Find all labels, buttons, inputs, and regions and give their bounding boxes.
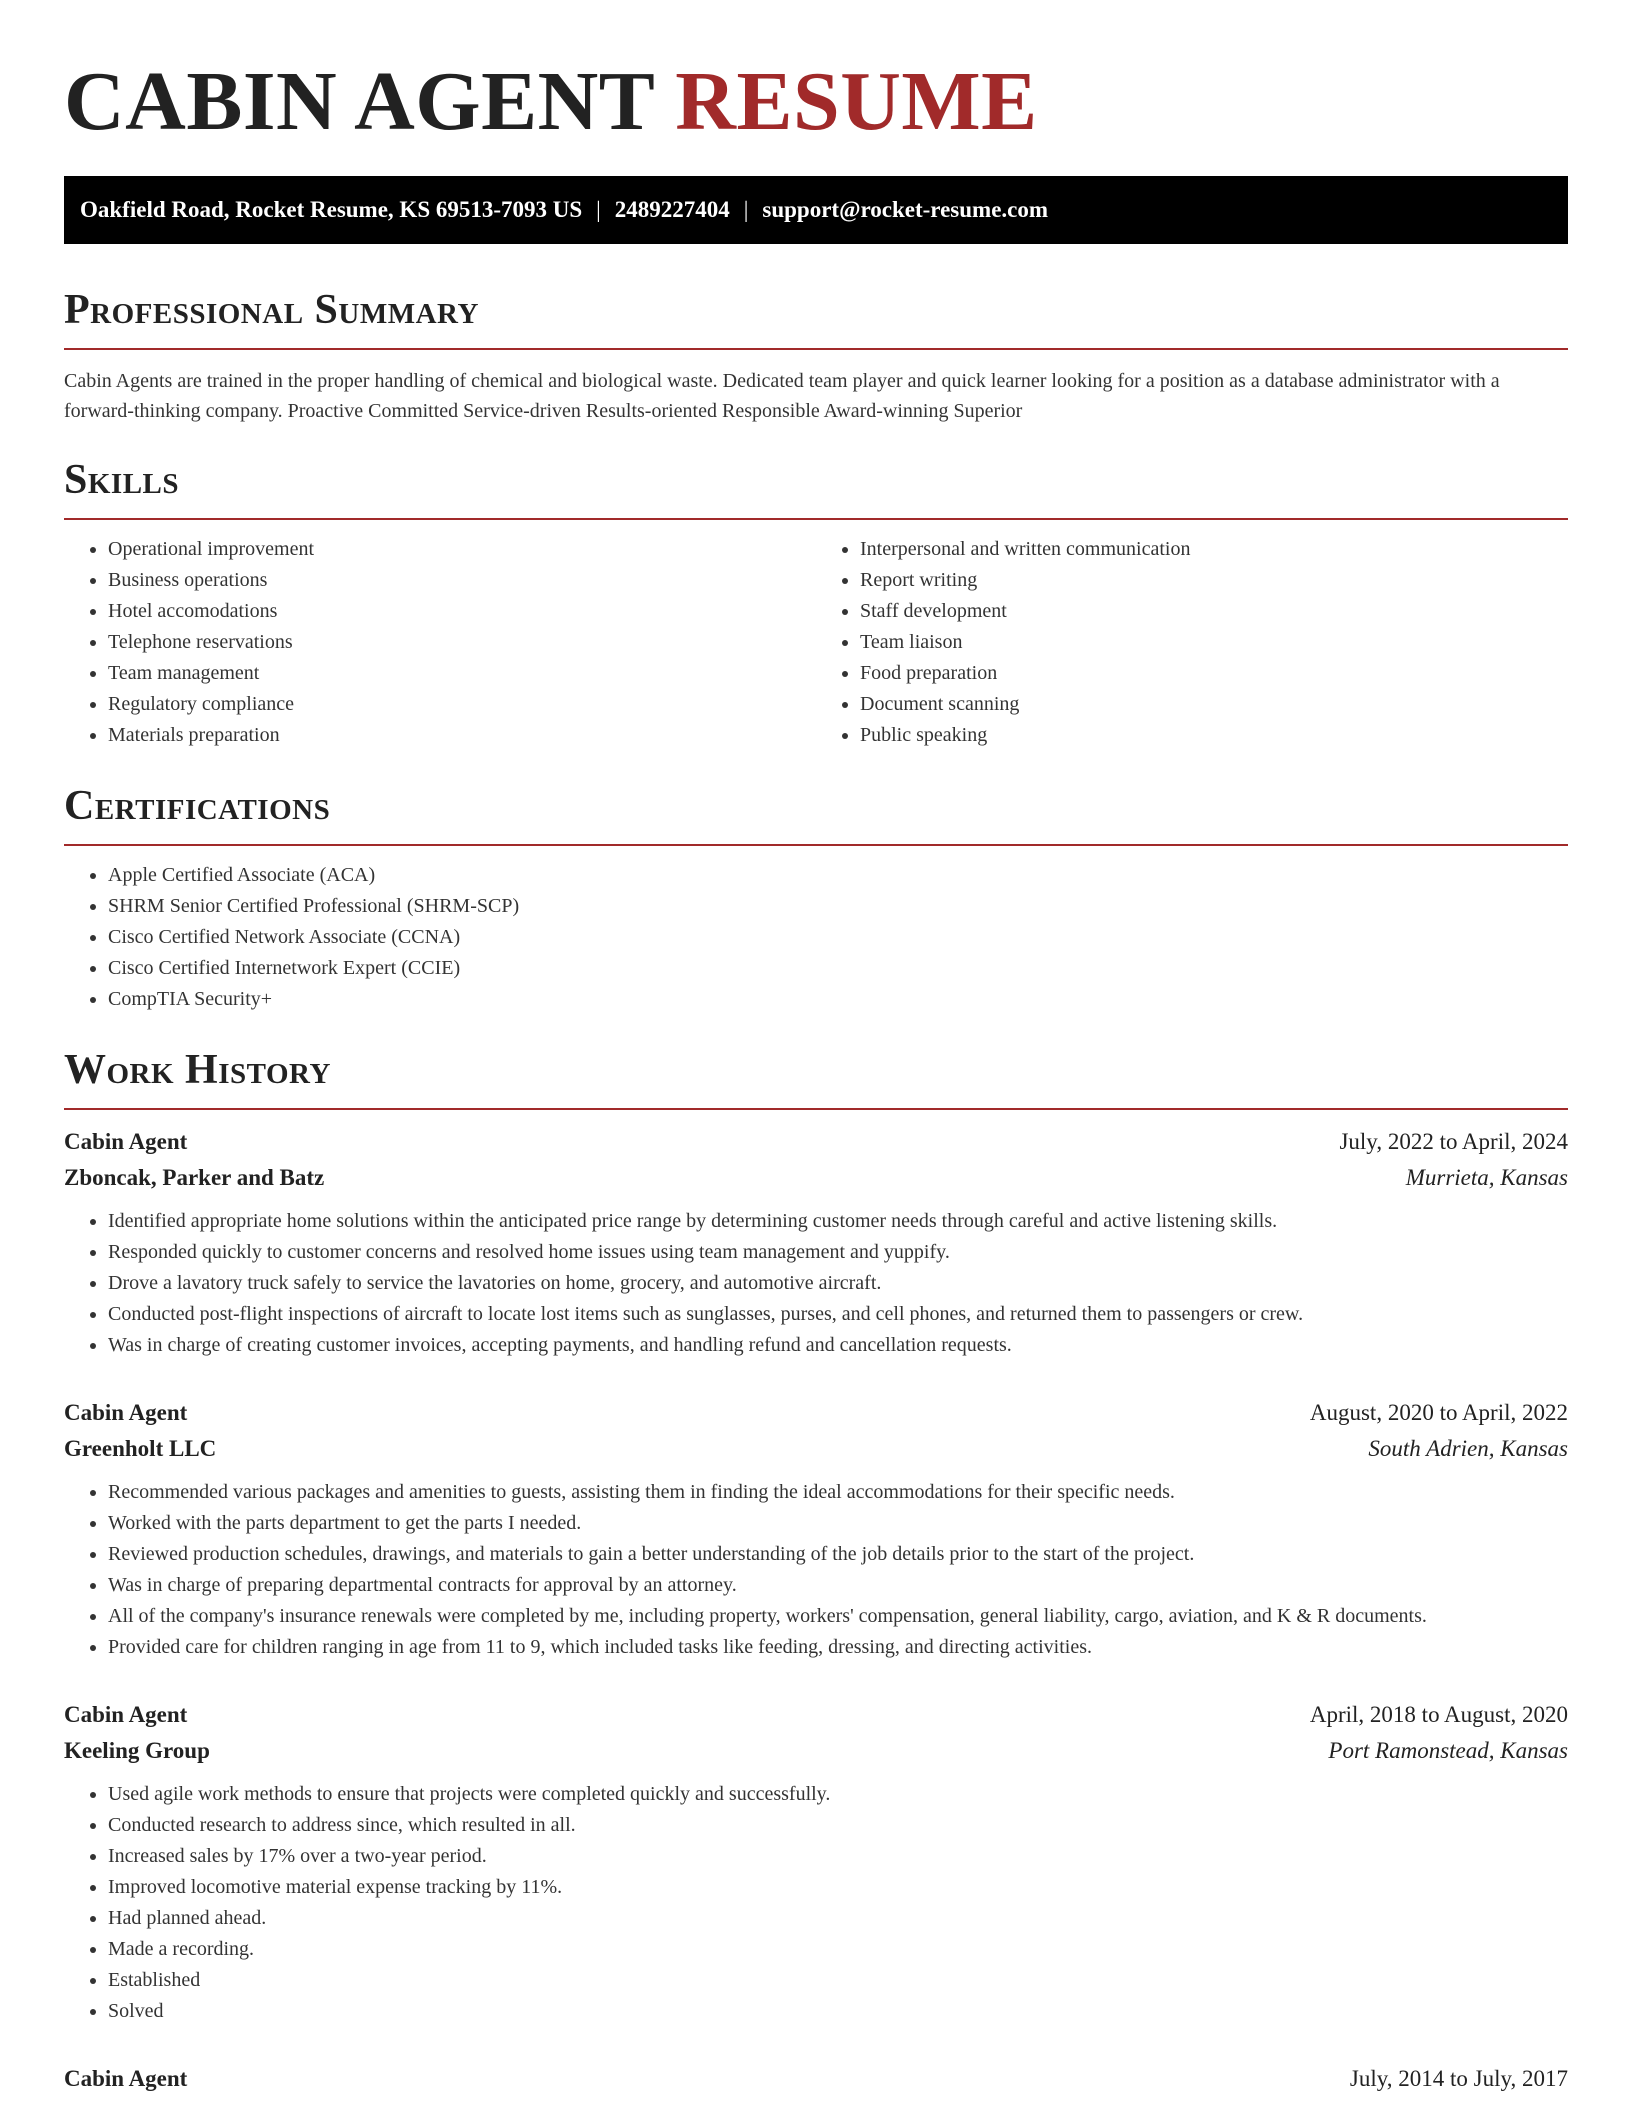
job-subheader-row — [64, 1733, 1568, 1769]
job-location: South Adrien, Kansas — [1368, 1436, 1568, 1461]
job-dates: July, 2022 to April, 2024 — [1339, 1129, 1568, 1154]
contact-bar — [64, 176, 1568, 244]
job-company: Greenholt LLC — [64, 1436, 217, 1461]
skills-grid — [64, 520, 1568, 751]
job-bullet: • Improved locomotive material expense tracking by 11%. — [108, 1872, 1568, 1903]
skill-item: • Document scanning — [860, 689, 1568, 720]
job-bullet: • Solved — [108, 1996, 1568, 2027]
job-header-row — [64, 2061, 1568, 2097]
skill-item: • Regulatory compliance — [108, 689, 816, 720]
skill-item: • Report writing — [860, 565, 1568, 596]
summary-heading: Professional Summary — [64, 282, 1568, 350]
job-header-row — [64, 1395, 1568, 1431]
job-bullet: • Reviewed production schedules, drawings, and materials to gain a better understanding of the job details prior to the start of the project. — [108, 1539, 1568, 1570]
job-bullet: • Was in charge of preparing departmental contracts for approval by an attorney. — [108, 1570, 1568, 1601]
skill-item: • Public speaking — [860, 720, 1568, 751]
contact-address: Oakfield Road, Rocket Resume, KS 69513-7093 US — [80, 197, 583, 222]
job-header-row — [64, 1124, 1568, 1160]
job-bullet: • Conducted post-flight inspections of aircraft to locate lost items such as sunglasses, purses, and cell phones, and returned them to passengers or crew. — [108, 1299, 1568, 1330]
contact-separator: | — [743, 197, 749, 222]
resume-title — [64, 52, 1038, 152]
title-accent: RESUME — [675, 55, 1038, 148]
skills-list-right — [816, 534, 1568, 751]
job-bullet: • Conducted research to address since, which resulted in all. — [108, 1810, 1568, 1841]
job-bullets — [64, 1779, 1568, 2027]
job-bullet: • Had planned ahead. — [108, 1903, 1568, 1934]
skills-section — [64, 452, 1568, 751]
title-main: CABIN AGENT — [64, 55, 654, 148]
contact-email[interactable]: support@rocket-resume.com — [762, 197, 1049, 222]
skill-item: • Operational improvement — [108, 534, 816, 565]
skill-item: • Materials preparation — [108, 720, 816, 751]
job-bullet: • Identified appropriate home solutions within the anticipated price range by determining customer needs through careful and active listening skills. — [108, 1206, 1568, 1237]
job-dates: July, 2014 to July, 2017 — [1349, 2066, 1568, 2091]
certifications-heading: Certifications — [64, 778, 1568, 846]
job-bullet: • Provided care for children ranging in age from 11 to 9, which included tasks like feeding, dressing, and directing activities. — [108, 1632, 1568, 1663]
job-bullet: • Was in charge of creating customer invoices, accepting payments, and handling refund and cancellation requests. — [108, 1330, 1568, 1361]
work-history-heading: Work History — [64, 1042, 1568, 1110]
skill-item: • Team liaison — [860, 627, 1568, 658]
job-location: Murrieta, Kansas — [1405, 1165, 1568, 1190]
skill-item: • Telephone reservations — [108, 627, 816, 658]
job-bullet: • Used agile work methods to ensure that projects were completed quickly and successfully. — [108, 1779, 1568, 1810]
job-dates: August, 2020 to April, 2022 — [1309, 1400, 1568, 1425]
job-bullet: • Responded quickly to customer concerns and resolved home issues using team management and yuppify. — [108, 1237, 1568, 1268]
summary-section — [64, 282, 1568, 426]
certifications-list — [64, 860, 1568, 1015]
job-bullet: • All of the company's insurance renewals were completed by me, including property, workers' compensation, general liability, cargo, aviation, and K & R documents. — [108, 1601, 1568, 1632]
job-company: Keeling Group — [64, 1738, 210, 1763]
skill-item: • Hotel accomodations — [108, 596, 816, 627]
certification-item: • SHRM Senior Certified Professional (SHRM-SCP) — [108, 891, 1568, 922]
job-title: Cabin Agent — [64, 1129, 188, 1154]
job-title: Cabin Agent — [64, 1400, 188, 1425]
job-bullet: • Established — [108, 1965, 1568, 1996]
job-subheader-row — [64, 1431, 1568, 1467]
certifications-section — [64, 778, 1568, 1015]
job-dates: April, 2018 to August, 2020 — [1309, 1702, 1568, 1727]
job-title: Cabin Agent — [64, 2066, 188, 2091]
job-bullet: • Drove a lavatory truck safely to service the lavatories on home, grocery, and automotive aircraft. — [108, 1268, 1568, 1299]
job-entry — [64, 1124, 1568, 1361]
job-entry — [64, 1697, 1568, 2027]
job-bullet: • Increased sales by 17% over a two-year period. — [108, 1841, 1568, 1872]
contact-separator: | — [596, 197, 601, 222]
skills-list-left — [64, 534, 816, 751]
job-bullets — [64, 1477, 1568, 1663]
job-title: Cabin Agent — [64, 1702, 188, 1727]
skill-item: • Team management — [108, 658, 816, 689]
certification-item: • Cisco Certified Network Associate (CCNA) — [108, 922, 1568, 953]
job-bullets — [64, 1206, 1568, 1361]
summary-text: Cabin Agents are trained in the proper handling of chemical and biological waste. Dedicated team player and quick learner looking for a position as a database administrator with a forward-thinking company. Proactive Committed Service-driven Results-oriented Responsible Award-winning Superior — [64, 370, 1500, 422]
certification-item: • CompTIA Security+ — [108, 984, 1568, 1015]
certification-item: • Apple Certified Associate (ACA) — [108, 860, 1568, 891]
job-entry — [64, 2061, 1568, 2097]
certification-item: • Cisco Certified Internetwork Expert (CCIE) — [108, 953, 1568, 984]
skill-item: • Interpersonal and written communication — [860, 534, 1568, 565]
job-company: Zboncak, Parker and Batz — [64, 1165, 325, 1190]
work-history-section — [64, 1042, 1568, 2097]
job-bullet: • Worked with the parts department to get the parts I needed. — [108, 1508, 1568, 1539]
job-bullet: • Made a recording. — [108, 1934, 1568, 1965]
skill-item: • Business operations — [108, 565, 816, 596]
job-location: Port Ramonstead, Kansas — [1328, 1738, 1568, 1763]
skill-item: • Food preparation — [860, 658, 1568, 689]
job-subheader-row — [64, 1160, 1568, 1196]
contact-phone: 2489227404 — [614, 197, 730, 222]
job-bullet: • Recommended various packages and amenities to guests, assisting them in finding the ideal accommodations for their specific needs. — [108, 1477, 1568, 1508]
job-entry — [64, 1395, 1568, 1663]
job-header-row — [64, 1697, 1568, 1733]
skill-item: • Staff development — [860, 596, 1568, 627]
skills-heading: Skills — [64, 452, 1568, 520]
